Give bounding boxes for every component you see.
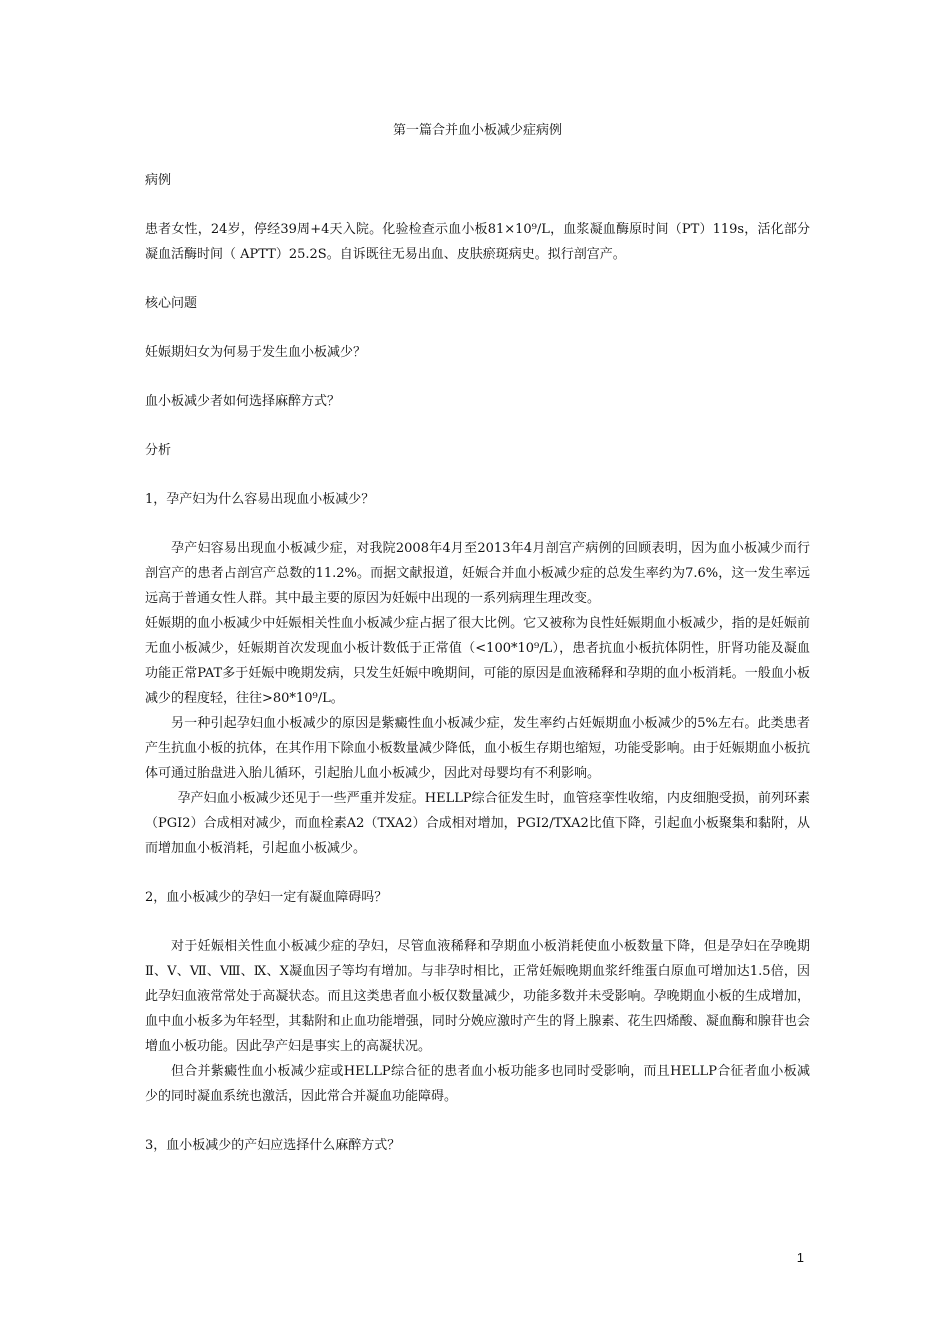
analysis-1-paragraph-1: 孕产妇容易出现血小板减少症，对我院2008年4月至2013年4月剖宫产病例的回顾表明，因为血小板减少而行剖宫产的患者占剖宫产总数的11.2%。而据文献报道，妊娠合并血小板减少症的总发生率约为7.6%，这一发生率远远高于普通女性人群。其中最主要的原因为妊娠中出现的一系列病理生理改变。 [145,541,810,606]
section-heading-core-questions: 核心问题 [145,296,198,311]
case-paragraph: 患者女性，24岁，停经39周+4天入院。化验检查示血小板81×10⁹/L，血浆凝血酶原时间（PT）119s，活化部分凝血活酶时间（ APTT）25.2S。自诉既往无易出血、皮肤瘀斑病史。拟行剖宫产。 [145,222,810,262]
analysis-2-block [145,934,810,1109]
analysis-2-paragraph-2: 但合并紫癜性血小板减少症或HELLP综合征的患者血小板功能多也同时受影响，而且HELLP合征者血小板减少的同时凝血系统也激活，因此常合并凝血功能障碍。 [145,1064,810,1104]
analysis-1-paragraph-4: 孕产妇血小板减少还见于一些严重并发症。HELLP综合征发生时，血管痉挛性收缩，内皮细胞受损，前列环素（PGI2）合成相对减少，而血栓素A2（TXA2）合成相对增加，PGI2/TXA2比值下降，引起血小板聚集和黏附，从而增加血小板消耗，引起血小板减少。 [145,791,810,856]
document-title: 第一篇合并血小板减少症病例 [392,123,562,138]
section-heading-analysis: 分析 [145,443,172,458]
document-content [145,118,810,1182]
analysis-question-3-title: 3，血小板减少的产妇应选择什么麻醉方式？ [145,1138,401,1153]
core-question-1: 妊娠期妇女为何易于发生血小板减少？ [145,345,367,360]
analysis-1-paragraph-3: 另一种引起孕妇血小板减少的原因是紫癜性血小板减少症，发生率约占妊娠期血小板减少的5%左右。此类患者产生抗血小板的抗体，在其作用下除血小板数量减少降低，血小板生存期也缩短，功能受影响。由于妊娠期血小板抗体可通过胎盘进入胎儿循环，引起胎儿血小板减少，因此对母婴均有不利影响。 [145,716,810,781]
section-heading-case: 病例 [145,173,172,188]
page-number: 1 [796,1250,804,1265]
analysis-1-block [145,536,810,861]
analysis-2-paragraph-1: 对于妊娠相关性血小板减少症的孕妇，尽管血液稀释和孕期血小板消耗使血小板数量下降，但是孕妇在孕晚期Ⅱ、Ⅴ、Ⅶ、Ⅷ、Ⅸ、Ⅹ凝血因子等均有增加。与非孕时相比，正常妊娠晚期血浆纤维蛋白原血可增加达1.5倍，因此孕妇血液常常处于高凝状态。而且这类患者血小板仅数量减少，功能多数并未受影响。孕晚期血小板的生成增加，血中血小板多为年轻型，其黏附和止血功能增强，同时分娩应激时产生的肾上腺素、花生四烯酸、凝血酶和腺苷也会增血小板功能。因此孕产妇是事实上的高凝状况。 [145,939,810,1054]
analysis-1-paragraph-2: 妊娠期的血小板减少中妊娠相关性血小板减少症占据了很大比例。它又被称为良性妊娠期血小板减少，指的是妊娠前无血小板减少，妊娠期首次发现血小板计数低于正常值（<100*10⁹/L），患者抗血小板抗体阴性，肝肾功能及凝血功能正常PAT多于妊娠中晚期发病，只发生妊娠中晚期间，可能的原因是血液稀释和孕期的血小板消耗。一般血小板减少的程度轻，往往>80*10⁹/L。 [145,616,810,706]
core-question-2: 血小板减少者如何选择麻醉方式？ [145,394,341,409]
analysis-question-1-title: 1，孕产妇为什么容易出现血小板减少？ [145,492,375,507]
analysis-question-2-title: 2，血小板减少的孕妇一定有凝血障碍吗？ [145,890,388,905]
